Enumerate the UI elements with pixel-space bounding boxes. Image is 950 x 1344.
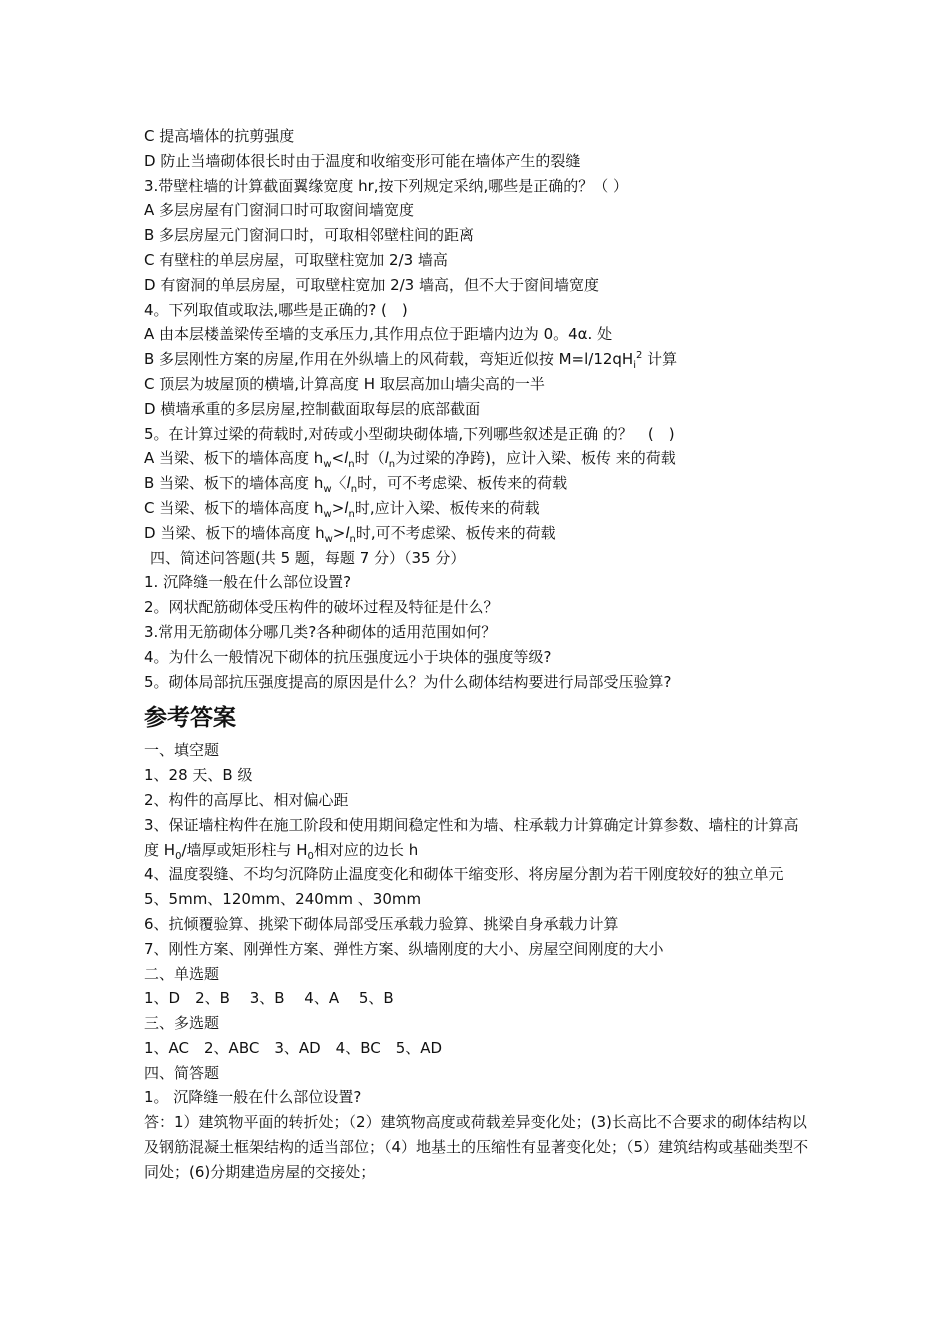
q4-b-sup: 2 bbox=[636, 350, 643, 362]
q5-b-sub-w: w bbox=[323, 484, 332, 496]
q5-a-mid: 时（ bbox=[354, 449, 385, 468]
fill-answer-3 bbox=[144, 813, 812, 863]
q5-c-op: > bbox=[331, 498, 345, 517]
q5-a-sub-n: n bbox=[348, 459, 355, 471]
single-section-title: 二、单选题 bbox=[144, 964, 220, 983]
q5-c-l: l bbox=[344, 498, 349, 517]
document-page bbox=[144, 124, 812, 1185]
q5-b-sub-n: n bbox=[350, 484, 358, 496]
fill-3-sub-1: 0 bbox=[175, 850, 182, 862]
section4-q3: 3.常用无筋砌体分哪几类?各种砌体的适用范围如何？ bbox=[144, 622, 497, 641]
q4-option-a: A 由本层楼盖梁传至墙的支承压力,其作用点位于距墙内边为 0。4α. 处 bbox=[144, 325, 613, 344]
answers-heading: 参考答案 bbox=[144, 705, 236, 732]
multi-answers: 1、AC 2、ABC 3、AD 4、BC 5、AD bbox=[144, 1038, 443, 1057]
fill-section-title: 一、填空题 bbox=[144, 741, 220, 760]
q5-d-l: l bbox=[345, 523, 350, 542]
q5-c-text: C 当梁、板下的墙体高度 h bbox=[144, 498, 324, 517]
q5-option-b bbox=[144, 471, 812, 496]
q3-option-d: D 有窗洞的单层房屋，可取壁柱宽加 2/3 墙高，但不大于窗间墙宽度 bbox=[144, 275, 599, 294]
q4-option-b bbox=[144, 347, 812, 372]
q5-c-sub-w: w bbox=[323, 508, 332, 520]
fill-3-sub-2: 0 bbox=[307, 850, 314, 862]
q2-option-c: C 提高墙体的抗剪强度 bbox=[144, 127, 295, 145]
q5-option-c bbox=[144, 496, 812, 521]
q5-option-d bbox=[144, 521, 812, 546]
q5-d-text: D 当梁、板下的墙体高度 h bbox=[144, 523, 325, 542]
q4-option-d: D 横墙承重的多层房屋,控制截面取每层的底部截面 bbox=[144, 399, 481, 418]
q5-stem: 5。在计算过梁的荷载时,对砖或小型砌块砌体墙,下列哪些叙述是正确 的？ ( ) bbox=[144, 424, 675, 443]
q5-b-l: l bbox=[346, 474, 351, 493]
fill-answer-6: 6、抗倾覆验算、挑梁下砌体局部受压承载力验算、挑梁自身承载力计算 bbox=[144, 914, 619, 933]
single-answers: 1、D 2、B 3、B 4、A 5、B bbox=[144, 989, 394, 1008]
short-answer-1: 答：1）建筑物平面的转折处；（2）建筑物高度或荷载差异变化处；(3)长高比不合要求的砌体结构以及钢筋混凝土框架结构的适当部位；（4）地基土的压缩性有显著变化处；（5）建筑结构或基础类型不同处；(6)分期建造房屋的交接处； bbox=[144, 1113, 809, 1181]
q5-a-text: A 当梁、板下的墙体高度 h bbox=[144, 449, 324, 468]
section4-q1: 1. 沉降缝一般在什么部位设置? bbox=[144, 573, 352, 592]
multi-section-title: 三、多选题 bbox=[144, 1014, 220, 1033]
q5-b-text: B 当梁、板下的墙体高度 h bbox=[144, 474, 324, 493]
q2-option-d: D 防止当墙砌体很长时由于温度和收缩变形可能在墙体产生的裂缝 bbox=[144, 151, 581, 170]
q5-d-sub-n: n bbox=[349, 533, 356, 545]
section4-q4: 4。为什么一般情况下砌体的抗压强度远小于块体的强度等级? bbox=[144, 647, 552, 666]
q5-d-sub-w: w bbox=[324, 533, 333, 545]
fill-answer-2: 2、构件的高厚比、相对偏心距 bbox=[144, 790, 349, 809]
q5-c-sub-n: n bbox=[348, 508, 355, 520]
q3-option-b: B 多层房屋元门窗洞口时，可取相邻壁柱间的距离 bbox=[144, 226, 475, 245]
q5-c-tail: 时,应计入梁、板传来的荷载 bbox=[354, 498, 540, 517]
fill-3-mid: /墙厚或矩形柱与 H bbox=[181, 840, 308, 859]
q5-a-sub-n2: n bbox=[388, 459, 396, 471]
fill-3-text: 3、保证墙柱构件在施工阶段和使用期间稳定性和为墙、柱承载力计算确定计算参数、墙柱的计算高度 H bbox=[144, 815, 799, 859]
fill-3-tail: 相对应的边长 h bbox=[313, 840, 419, 859]
q5-d-tail: 时,可不考虑梁、板传来的荷载 bbox=[355, 523, 556, 542]
fill-answer-4: 4、温度裂缝、不均匀沉降防止温度变化和砌体干缩变形、将房屋分割为若干刚度较好的独立单元 bbox=[144, 865, 784, 884]
fill-answer-7: 7、刚性方案、刚弹性方案、弹性方案、纵墙刚度的大小、房屋空间刚度的大小 bbox=[144, 939, 664, 958]
q5-a-sub-w: w bbox=[323, 459, 332, 471]
q5-a-tail: 为过梁的净跨)，应计入梁、板传 来的荷载 bbox=[395, 449, 676, 468]
q5-a-l: l bbox=[344, 449, 349, 468]
q5-a-op: < bbox=[331, 449, 345, 468]
fill-answer-5: 5、5mm、120mm、240mm 、30mm bbox=[144, 890, 422, 909]
section4-title: 四、简述问答题(共 5 题，每题 7 分）（35 分） bbox=[150, 548, 466, 567]
q5-a-l2: l bbox=[384, 449, 389, 468]
short-section-title: 四、简答题 bbox=[144, 1063, 220, 1082]
q4-b-text: B 多层刚性方案的房屋,作用在外纵墙上的风荷载，弯矩近似按 M=l/12qH bbox=[144, 350, 634, 369]
q5-b-tail: 时，可不考虑梁、板传来的荷载 bbox=[357, 474, 568, 493]
section4-q2: 2。网状配筋砌体受压构件的破坏过程及特征是什么？ bbox=[144, 598, 499, 617]
q4-stem: 4。下列取值或取法,哪些是正确的? ( ) bbox=[144, 300, 408, 319]
q4-option-c: C 顶层为坡屋顶的横墙,计算高度 H 取层高加山墙尖高的一半 bbox=[144, 374, 545, 393]
q3-option-c: C 有壁柱的单层房屋，可取壁柱宽加 2/3 墙高 bbox=[144, 250, 448, 269]
fill-answer-1: 1、28 天、B 级 bbox=[144, 766, 253, 785]
q5-option-a bbox=[144, 446, 812, 471]
q5-b-op: 〈 bbox=[331, 474, 347, 493]
q4-b-tail: 计算 bbox=[642, 350, 678, 369]
q4-b-sub: i bbox=[633, 360, 636, 372]
short-question-1: 1。 沉降缝一般在什么部位设置? bbox=[144, 1088, 362, 1107]
q3-option-a: A 多层房屋有门窗洞口时可取窗间墙宽度 bbox=[144, 201, 415, 220]
q3-stem: 3.带壁柱墙的计算截面翼缘宽度 hr,按下列规定采纳,哪些是正确的？（ ） bbox=[144, 176, 629, 195]
section4-q5: 5。砌体局部抗压强度提高的原因是什么？为什么砌体结构要进行局部受压验算? bbox=[144, 672, 672, 691]
q5-d-op: > bbox=[332, 523, 346, 542]
